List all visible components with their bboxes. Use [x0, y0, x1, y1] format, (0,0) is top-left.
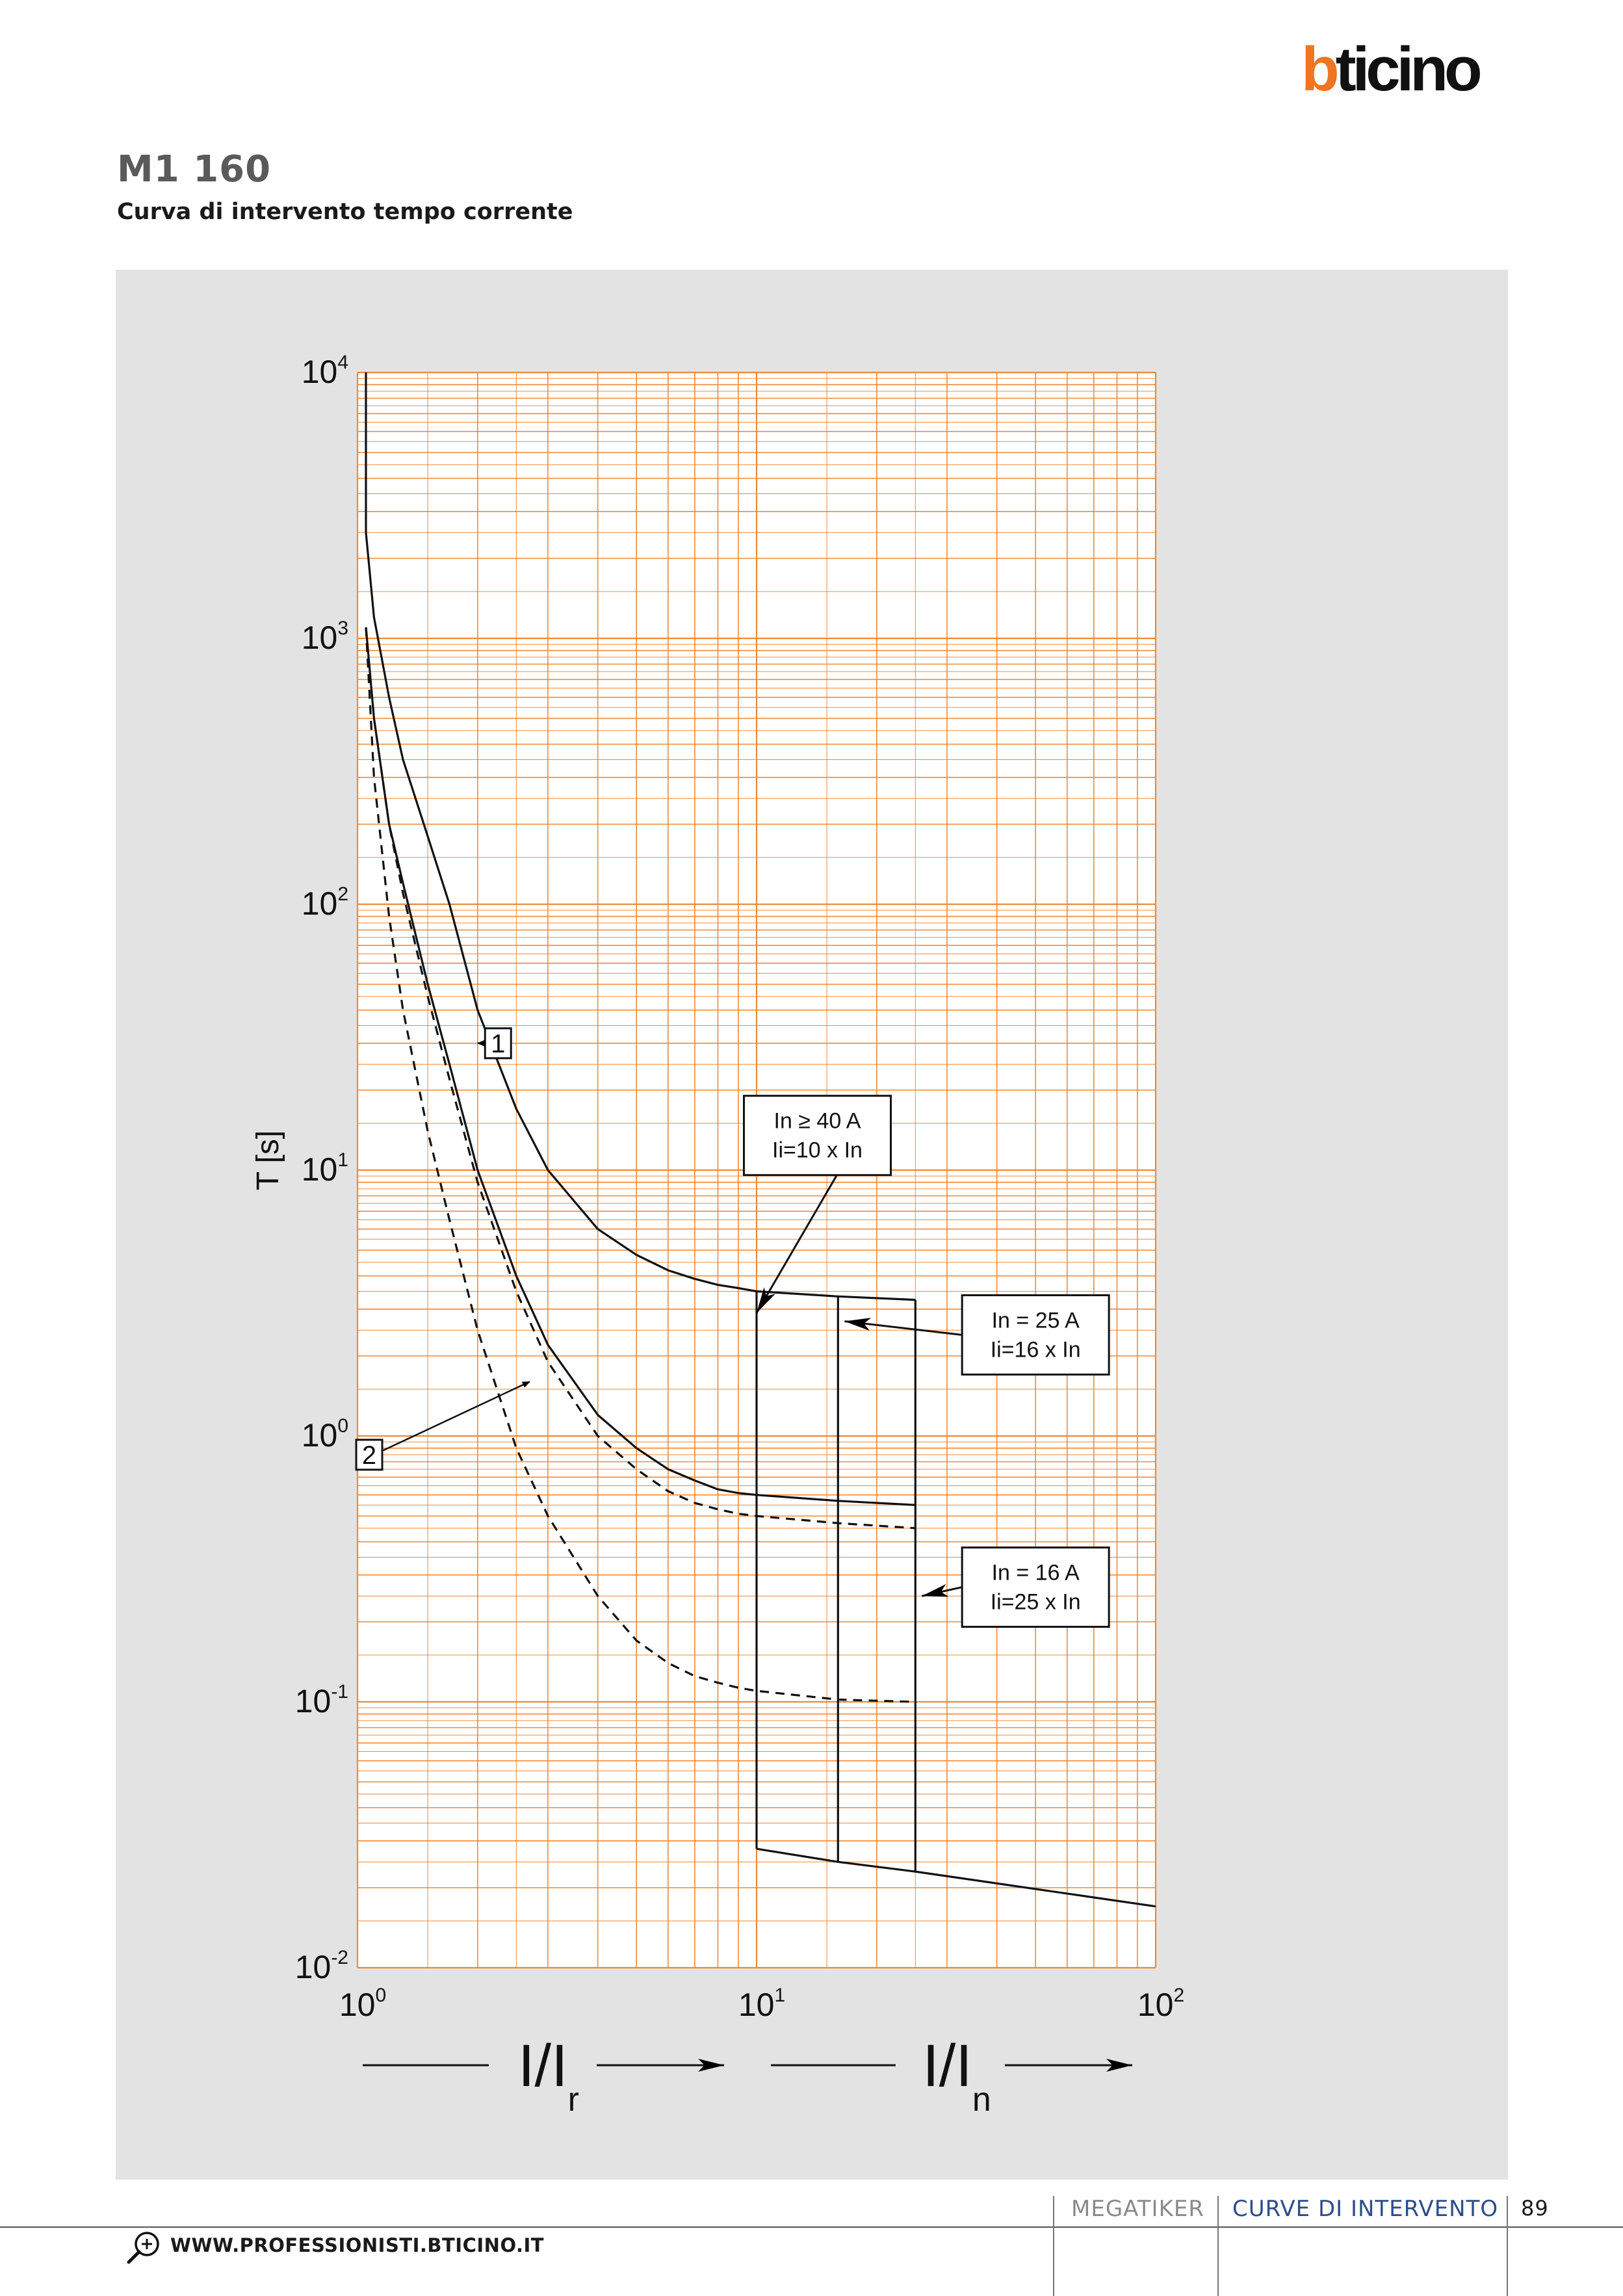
footer-divider	[1507, 2196, 1508, 2296]
x-tick-label: $10^1$	[738, 1985, 786, 2023]
y-tick-label: $10^{-1}$	[294, 1681, 348, 1719]
footer-divider	[1053, 2196, 1054, 2296]
x-axis-label-in: $I/I_n$	[922, 2033, 991, 2119]
trip-curve-chart	[116, 270, 1508, 2180]
annotation-box	[962, 1548, 1109, 1627]
y-tick-label: $10^{-2}$	[294, 1947, 348, 1985]
footer-section: MEGATIKER	[1071, 2196, 1204, 2222]
annotation-label: Ii=16 x In	[990, 1337, 1081, 1363]
x-tick-label: $10^2$	[1137, 1985, 1185, 2023]
page-title: M1 160	[117, 148, 272, 190]
y-tick-label: $10^3$	[301, 618, 348, 656]
annotation-label: Ii=10 x In	[772, 1138, 863, 1163]
y-tick-label: $10^2$	[301, 883, 348, 922]
annotation-label: In ≥ 40 A	[773, 1108, 861, 1134]
x-axis-labels	[363, 2033, 1132, 2119]
annotation-label: In = 25 A	[991, 1308, 1080, 1333]
annotation-label: 2	[361, 1441, 377, 1470]
page-subtitle: Curva di intervento tempo corrente	[117, 199, 573, 225]
annotation-label: 1	[491, 1029, 506, 1058]
x-axis-label-ir: $I/I_r$	[517, 2033, 580, 2119]
annotation-box	[744, 1096, 891, 1175]
footer-rule	[0, 2226, 1623, 2228]
y-tick-label: $10^0$	[301, 1415, 348, 1454]
footer-divider	[1217, 2196, 1219, 2296]
footer-chapter: CURVE DI INTERVENTO	[1232, 2196, 1499, 2222]
annotation-box	[962, 1295, 1109, 1374]
y-tick-label: $10^1$	[301, 1149, 348, 1188]
y-tick-label: $10^4$	[301, 352, 348, 390]
logo-rest: ticino	[1335, 34, 1479, 104]
website-link[interactable]: WWW.PROFESSIONISTI.BTICINO.IT	[170, 2234, 545, 2256]
annotation-label: In = 16 A	[991, 1560, 1080, 1585]
y-axis-label: T [s]	[251, 1130, 285, 1191]
logo-prefix: b	[1301, 34, 1336, 104]
page-number: 89	[1521, 2196, 1549, 2221]
bticino-logo	[1301, 34, 1511, 104]
magnifier-icon	[123, 2228, 162, 2267]
chart-panel	[116, 270, 1508, 2180]
x-tick-label: $10^0$	[339, 1985, 387, 2023]
annotation-label: Ii=25 x In	[990, 1589, 1081, 1615]
